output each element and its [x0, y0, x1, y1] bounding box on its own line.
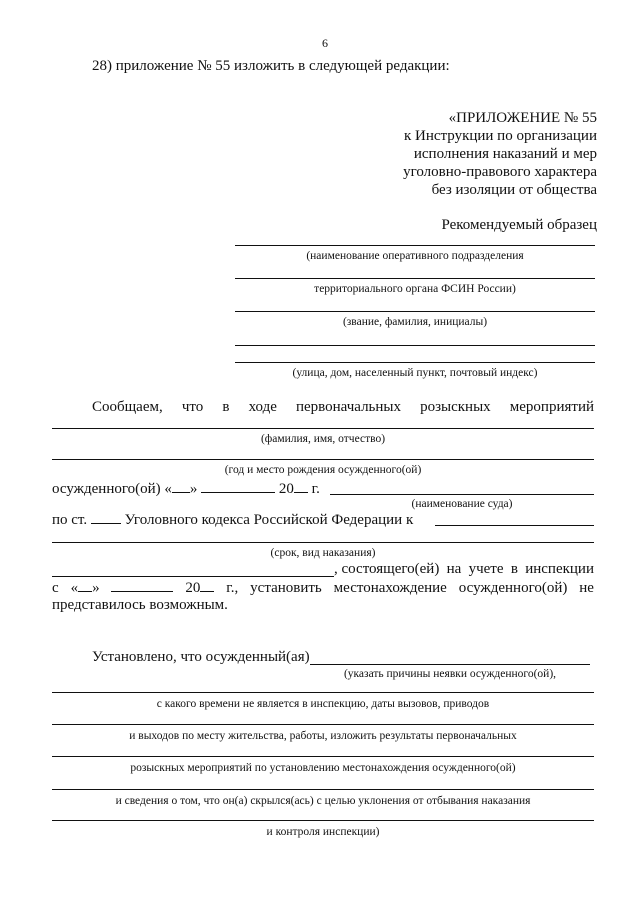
- reason-line: [52, 820, 594, 821]
- article-line: [52, 510, 413, 529]
- reason-line: [310, 664, 590, 665]
- word: с: [52, 580, 59, 596]
- article-prefix: по ст.: [52, 512, 88, 528]
- caption-reason: с какого времени не является в инспекцию, даты вызовов, приводов: [156, 698, 490, 710]
- word: Сообщаем,: [92, 399, 163, 415]
- word: местонахождение: [333, 580, 447, 596]
- appendix-line: без изоляции от общества: [431, 182, 597, 198]
- addressee-line: [235, 245, 595, 246]
- addressee-line: [235, 345, 595, 346]
- birth-line: [52, 459, 594, 460]
- addressee-line: [235, 311, 595, 312]
- month-blank: [111, 578, 173, 592]
- word: в: [222, 399, 230, 415]
- caption-fio: (фамилия, имя, отчество): [260, 433, 386, 445]
- word: , состоящего(ей): [334, 561, 440, 577]
- convicted-label: осужденного(ой) «: [52, 481, 172, 497]
- term-line: [52, 542, 594, 543]
- caption-reason: (указать причины неявки осужденного(ой),: [343, 668, 557, 680]
- addressee-line: [235, 278, 595, 279]
- word: розыскных: [420, 399, 491, 415]
- fio-line: [52, 428, 594, 429]
- word: учете: [468, 561, 504, 577]
- report-line: [92, 398, 594, 416]
- word: осужденного(ой): [458, 580, 568, 596]
- day-blank: [78, 578, 92, 592]
- reason-line: [52, 756, 594, 757]
- appendix-line: исполнения наказаний и мер: [413, 146, 597, 162]
- appendix-line: уголовно-правового характера: [403, 164, 597, 180]
- caption-reason: и сведения о том, что он(а) скрылся(ась) с целью уклонения от отбывания наказания: [115, 795, 531, 807]
- word: в: [510, 561, 518, 577]
- caption-term: (срок, вид наказания): [270, 547, 376, 559]
- word: г.,: [226, 580, 239, 596]
- caption-reason: и выходов по месту жительства, работы, изложить результаты первоначальных: [129, 730, 517, 742]
- caption-reason: и контроля инспекции): [266, 826, 380, 838]
- established-label: Установлено, что осужденный(ая): [92, 649, 310, 665]
- page-number: 6: [322, 36, 328, 50]
- convicted-line: [52, 479, 320, 498]
- impossible-line: представилось возможным.: [52, 597, 228, 613]
- caption-territorial-body: территориального органа ФСИН России): [314, 283, 516, 295]
- word: на: [446, 561, 462, 577]
- quote-close: »: [92, 580, 100, 596]
- caption-court: (наименование суда): [411, 498, 513, 510]
- addressee-line: [235, 362, 595, 363]
- year-suffix: г.: [311, 481, 320, 497]
- word: мероприятий: [509, 399, 594, 415]
- year-prefix: 20: [278, 481, 294, 497]
- inspection-line: [52, 576, 334, 577]
- appendix-title: «ПРИЛОЖЕНИЕ № 55: [448, 110, 597, 126]
- word: не: [579, 580, 594, 596]
- from-line: [52, 578, 594, 597]
- court-line: [330, 494, 594, 495]
- caption-reason: розыскных мероприятий по установлению местонахождения осужденного(ой): [130, 762, 516, 774]
- caption-address: (улица, дом, населенный пункт, почтовый индекс): [292, 367, 538, 379]
- article-blank: [91, 510, 121, 524]
- quote-open: «: [70, 580, 79, 596]
- reason-line: [52, 724, 594, 725]
- registered-line: [334, 560, 594, 578]
- intro-paragraph: 28) приложение № 55 изложить в следующей редакции:: [92, 58, 450, 74]
- article-tail-line: [435, 525, 594, 526]
- sample-label: Рекомендуемый образец: [441, 217, 597, 233]
- year-blank: [294, 479, 308, 493]
- year-prefix: 20: [185, 580, 201, 596]
- caption-rank-name: (звание, фамилия, инициалы): [342, 316, 488, 328]
- year-blank: [200, 578, 214, 592]
- quote-close: »: [189, 481, 198, 497]
- day-blank: [172, 479, 190, 493]
- word: первоначальных: [295, 399, 401, 415]
- caption-birth: (год и место рождения осужденного(ой): [224, 464, 422, 476]
- reason-line: [52, 692, 594, 693]
- word: что: [181, 399, 204, 415]
- article-text: Уголовного кодекса Российской Федерации к: [124, 512, 414, 528]
- appendix-line: к Инструкции по организации: [403, 128, 597, 144]
- caption-operational-unit: (наименование оперативного подразделения: [306, 250, 524, 262]
- reason-line: [52, 789, 594, 790]
- word: установить: [250, 580, 322, 596]
- month-blank: [201, 479, 275, 493]
- word: инспекции: [525, 561, 594, 577]
- word: ходе: [248, 399, 277, 415]
